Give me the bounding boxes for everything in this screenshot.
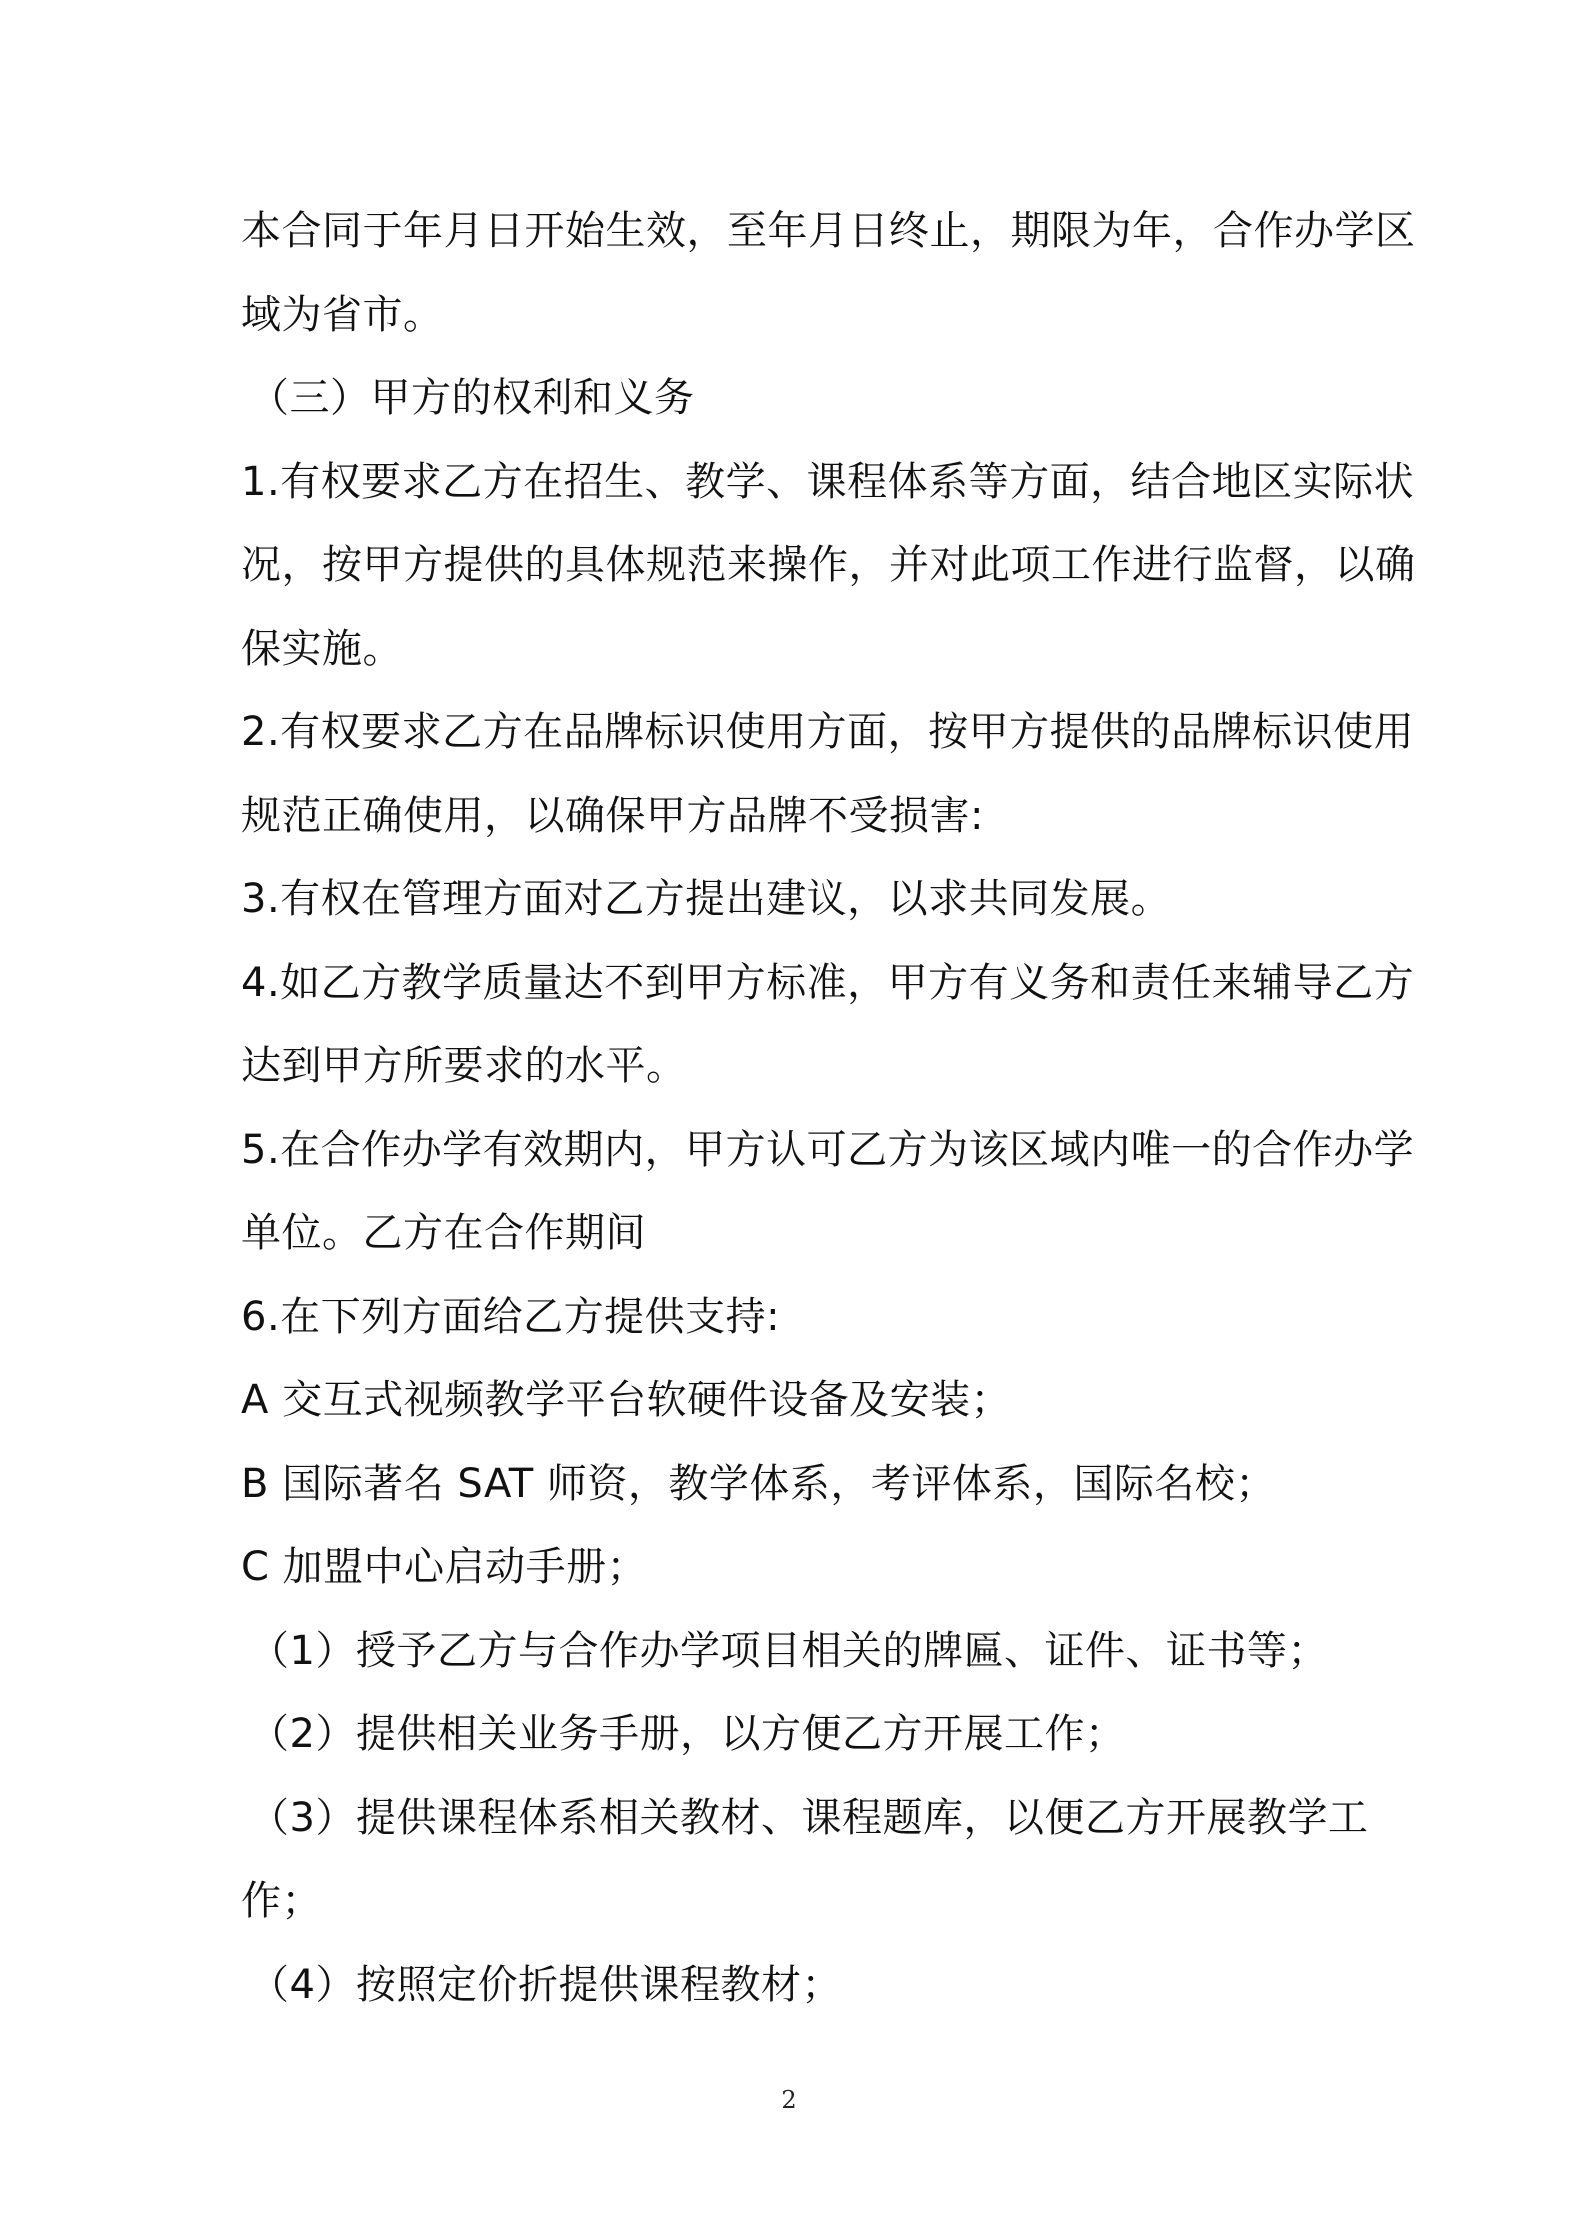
paragraph-line: 5.在合作办学有效期内，甲方认可乙方为该区域内唯一的合作办学 (241, 1126, 1415, 1173)
contract-body (241, 190, 1416, 2027)
paragraph-line: 3.有权在管理方面对乙方提出建议，以求共同发展。 (241, 876, 1172, 922)
paragraph-line: 单位。乙方在合作期间 (241, 1210, 646, 1256)
paragraph-line: 本合同于年月日开始生效，至年月日终止，期限为年，合作办学区 (241, 208, 1416, 254)
paragraph-line: 况，按甲方提供的具体规范来操作，并对此项工作进行监督，以确 (241, 542, 1416, 588)
paragraph-line: 6.在下列方面给乙方提供支持: (241, 1293, 781, 1340)
numbered-item: （1）授予乙方与合作办学项目相关的牌匾、证件、证书等； (249, 1627, 1328, 1674)
paragraph-line: 4.如乙方教学质量达不到甲方标准，甲方有义务和责任来辅导乙方 (241, 959, 1415, 1006)
paragraph-line: 规范正确使用，以确保甲方品牌不受损害: (241, 792, 984, 839)
list-item: B 国际著名 SAT 师资，教学体系，考评体系，国际名校； (241, 1460, 1276, 1507)
page-number: 2 (781, 2086, 797, 2114)
paragraph-line: 2.有权要求乙方在品牌标识使用方面，按甲方提供的品牌标识使用 (241, 709, 1415, 755)
list-item: C 加盟中心启动手册； (241, 1544, 648, 1590)
section-heading: （三）甲方的权利和义务 (249, 375, 695, 421)
paragraph-line: 达到甲方所要求的水平。 (241, 1043, 687, 1089)
numbered-item: （2）提供相关业务手册，以方便乙方开展工作； (249, 1711, 1126, 1757)
numbered-item: （3）提供课程体系相关教材、课程题库，以便乙方开展教学工 (249, 1794, 1369, 1841)
paragraph-line: 作； (241, 1878, 322, 1924)
list-item: A 交互式视频教学平台软硬件设备及安装； (241, 1377, 1012, 1423)
numbered-item: （4）按照定价折提供课程教材； (249, 1961, 842, 2008)
paragraph-line: 1.有权要求乙方在招生、教学、课程体系等方面，结合地区实际状 (241, 458, 1415, 505)
paragraph-line: 域为省市。 (241, 291, 444, 338)
paragraph-line: 保实施。 (241, 625, 403, 672)
